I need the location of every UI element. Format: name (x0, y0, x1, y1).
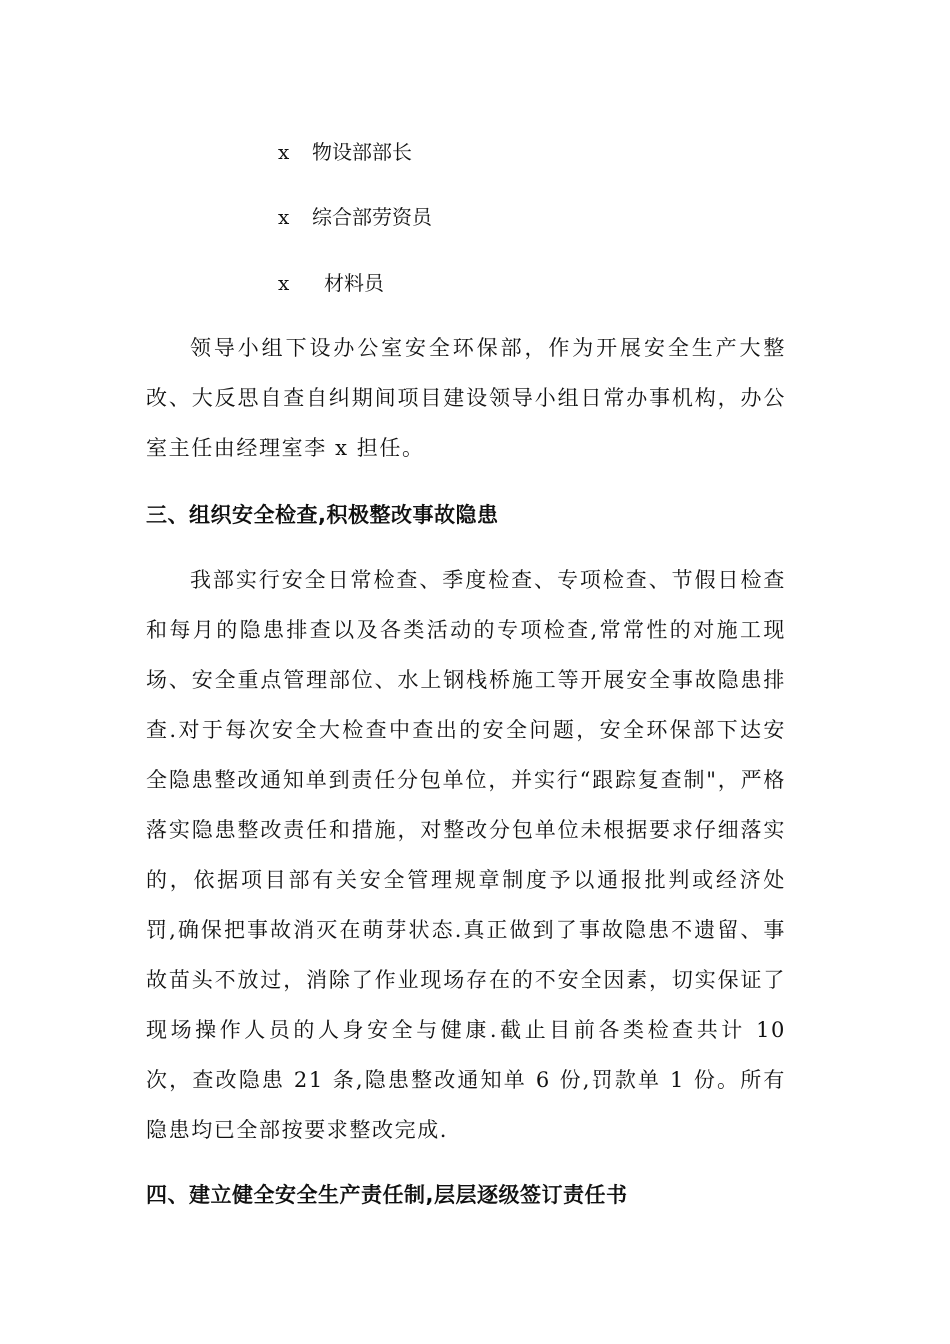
member-name-2: x (278, 205, 290, 229)
section-3-paragraph: 我部实行安全日常检查、季度检查、专项检查、节假日检查和每月的隐患排查以及各类活动的专项检查,常常性的对施工现场、安全重点管理部位、水上钢栈桥施工等开展安全事故隐患排查.对于每次安全大检查中查出的安全问题，安全环保部下达安全隐患整改通知单到责任分包单位，并实行“跟踪复查制"，严格落实隐患整改责任和措施，对整改分包单位未根据要求仔细落实的，依据项目部有关安全管理规章制度予以通报批判或经济处罚,确保把事故消灭在萌芽状态.真正做到了事故隐患不遗留、事故苗头不放过，消除了作业现场存在的不安全因素，切实保证了现场操作人员的人身安全与健康.截止目前各类检查共计 10 次，查改隐患 21 条,隐患整改通知单 6 份,罚款单 1 份。所有隐患均已全部按要求整改完成. (146, 568, 786, 1142)
member-role-3: 材料员 (324, 271, 384, 295)
member-role-1: 物设部部长 (312, 140, 412, 164)
office-paragraph: 领导小组下设办公室安全环保部，作为开展安全生产大整改、大反思自查自纠期间项目建设领导小组日常办事机构，办公室主任由经理室李 x 担任。 (146, 336, 786, 460)
member-name-3: x (278, 271, 290, 295)
section-3-heading: 三、组织安全检查,积极整改事故隐患 (146, 503, 499, 527)
member-line-3 (278, 268, 384, 298)
member-role-2: 综合部劳资员 (312, 205, 432, 229)
member-line-2 (278, 202, 432, 232)
member-line-1 (278, 137, 412, 167)
member-name-1: x (278, 140, 290, 164)
section-4-heading: 四、建立健全安全生产责任制,层层逐级签订责任书 (146, 1183, 628, 1207)
